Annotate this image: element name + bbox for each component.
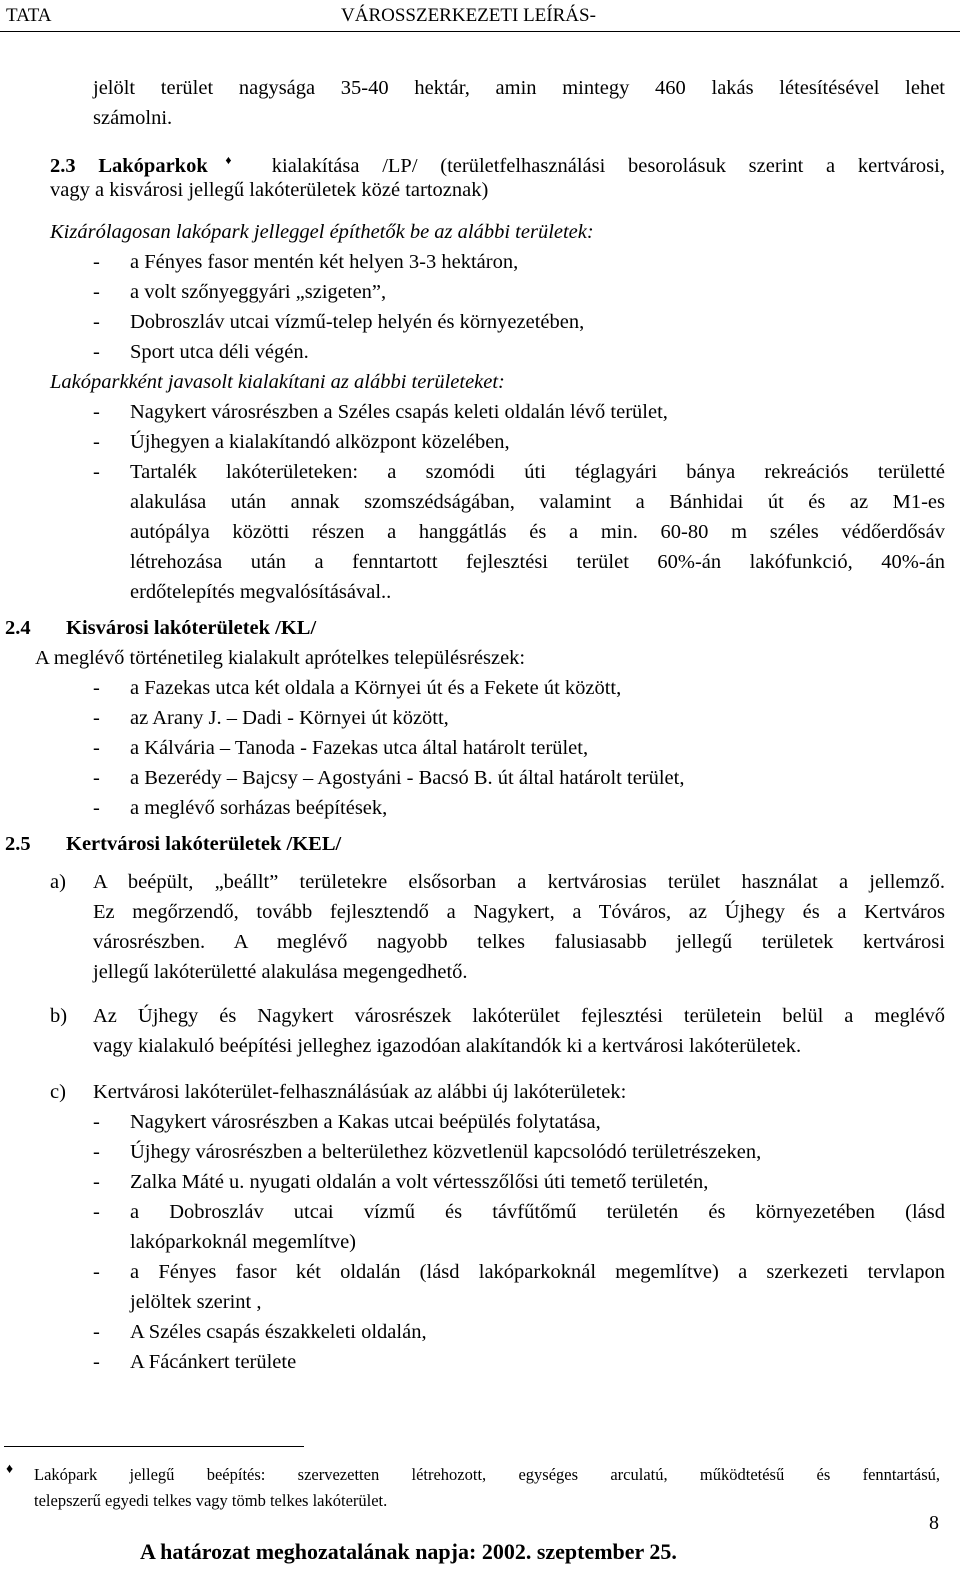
dash: - <box>93 1351 100 1373</box>
section-2-3-title: 2.3 Lakóparkok♦ kialakítása /LP/ (területfelhasználási besorolásuk szerint a kertvárosi, <box>50 153 945 177</box>
para-c-lead: Kertvárosi lakóterület-felhasználásúak az alábbi új lakóterületek: <box>93 1081 627 1103</box>
list-item: a volt szőnyeggyári „szigeten”, <box>130 281 387 303</box>
dash: - <box>93 341 100 363</box>
list-item-cont: jelöltek szerint , <box>130 1291 262 1313</box>
page-number: 8 <box>929 1512 939 1534</box>
dash: - <box>93 251 100 273</box>
dash: - <box>93 1111 100 1133</box>
dash: - <box>93 707 100 729</box>
list-item: a Fényes fasor két oldalán (lásd lakóparkoknál megemlítve) a szerkezeti tervlapon <box>130 1261 945 1283</box>
list-item: a meglévő sorházas beépítések, <box>130 797 388 819</box>
dash: - <box>93 1261 100 1283</box>
list-item: Tartalék lakóterületeken: a szomódi úti téglagyári bánya rekreációs területté <box>130 461 945 483</box>
para-a-line: jellegű lakóterületté alakulása megengedhető. <box>93 961 468 983</box>
header-left: TATA <box>6 5 52 26</box>
list-item: A Fácánkert területe <box>130 1351 297 1373</box>
list-item-cont: létrehozása után a fenntartott fejlesztési terület 60%-án lakófunkció, 40%-án <box>130 551 945 573</box>
list-item: a Fazekas utca két oldala a Környei út és a Fekete út között, <box>130 677 622 699</box>
header-center: VÁROSSZERKEZETI LEÍRÁS- <box>341 5 596 26</box>
page-header <box>0 5 960 32</box>
footnote-line-1: Lakópark jellegű beépítés: szervezetten létrehozott, egységes arculatú, működtetésű és fenntartású, <box>34 1465 940 1484</box>
list-item-cont: alakulása után annak szomszédságában, valamint a Bánhidai út és az M1-es <box>130 491 945 513</box>
list-item: Zalka Máté u. nyugati oldalán a volt vértesszőlősi úti temető területén, <box>130 1171 709 1193</box>
dash: - <box>93 1321 100 1343</box>
footnote-separator <box>4 1446 304 1447</box>
list-item: Sport utca déli végén. <box>130 341 309 363</box>
para-a-line: A beépült, „beállt” területekre elsősorban a kertvárosias terület használat a jellemző. <box>93 871 945 893</box>
section-2-4-lead: A meglévő történetileg kialakult aprótelkes településrészek: <box>35 647 526 669</box>
list-item-cont: autópálya közötti részen a hanggátlás és a min. 60-80 m széles védőerdősáv <box>130 521 945 543</box>
list-item: a Bezerédy – Bajcsy – Agostyáni - Bacsó B. út által határolt terület, <box>130 767 685 789</box>
para-b-line: vagy kialakuló beépítési jelleghez igazodóan alakítandók ki a kertvárosi lakóterületek. <box>93 1035 802 1057</box>
list-item-cont: erdőtelepítés megvalósításával.. <box>130 581 392 603</box>
dash: - <box>93 797 100 819</box>
list-item: a Fényes fasor mentén két helyen 3-3 hektáron, <box>130 251 519 273</box>
dash: - <box>93 281 100 303</box>
item-label-a: a) <box>50 871 66 893</box>
dash: - <box>93 737 100 759</box>
lakopark-lead-2: Lakóparkként javasolt kialakítani az alábbi területeket: <box>50 371 505 393</box>
intro-line-1: jelölt terület nagysága 35-40 hektár, amin mintegy 460 lakás létesítésével lehet <box>93 77 945 99</box>
list-item: a Kálvária – Tanoda - Fazekas utca által határolt terület, <box>130 737 589 759</box>
item-label-b: b) <box>50 1005 68 1027</box>
list-item: az Arany J. – Dadi - Környei út között, <box>130 707 449 729</box>
footnote <box>34 1462 940 1514</box>
para-a-line: Ez megőrzendő, tovább fejlesztendő a Nagykert, a Tóváros, az Újhegy és a Kertváros <box>93 901 945 923</box>
section-2-3-line2: vagy a kisvárosi jellegű lakóterületek közé tartoznak) <box>50 179 489 201</box>
dash: - <box>93 461 100 483</box>
dash: - <box>93 401 100 423</box>
page-footer: A határozat meghozatalának napja: 2002. szeptember 25. <box>140 1539 677 1564</box>
list-item: Újhegyen a kialakítandó alközpont közelében, <box>130 431 510 453</box>
list-item: Újhegy városrészben a belterülethez közvetlenül kapcsolódó területrészeken, <box>130 1141 762 1163</box>
dash: - <box>93 1171 100 1193</box>
para-a-line: városrészben. A meglévő nagyobb telkes falusiasabb jellegű területek kertvárosi <box>93 931 945 953</box>
section-2-5-title: 2.5 Kertvárosi lakóterületek /KEL/ <box>5 833 342 855</box>
dash: - <box>93 767 100 789</box>
footnote-marker: ♦ <box>207 153 250 167</box>
list-item: Nagykert városrészben a Kakas utcai beépülés folytatása, <box>130 1111 601 1133</box>
footnote-mark: ♦ <box>6 1462 14 1477</box>
footnote-line-2: telepszerű egyedi telkes vagy tömb telkes lakóterület. <box>34 1491 388 1510</box>
list-item: a Dobroszláv utcai vízmű és távfűtőmű területén és környezetében (lásd <box>130 1201 945 1223</box>
dash: - <box>93 311 100 333</box>
list-item: Nagykert városrészben a Széles csapás keleti oldalán lévő terület, <box>130 401 668 423</box>
list-item-cont: lakóparkoknál megemlítve) <box>130 1231 356 1253</box>
list-item: Dobroszláv utcai vízmű-telep helyén és környezetében, <box>130 311 585 333</box>
intro-line-2: számolni. <box>93 107 173 129</box>
item-label-c: c) <box>50 1081 66 1103</box>
para-b-line: Az Újhegy és Nagykert városrészek lakóterület fejlesztési területein belül a meglévő <box>93 1005 945 1027</box>
section-2-4-title: 2.4 Kisvárosi lakóterületek /KL/ <box>5 617 317 639</box>
dash: - <box>93 1201 100 1223</box>
dash: - <box>93 1141 100 1163</box>
lakopark-lead: Kizárólagosan lakópark jelleggel építhetők be az alábbi területek: <box>50 221 594 243</box>
dash: - <box>93 677 100 699</box>
dash: - <box>93 431 100 453</box>
list-item: A Széles csapás északkeleti oldalán, <box>130 1321 427 1343</box>
